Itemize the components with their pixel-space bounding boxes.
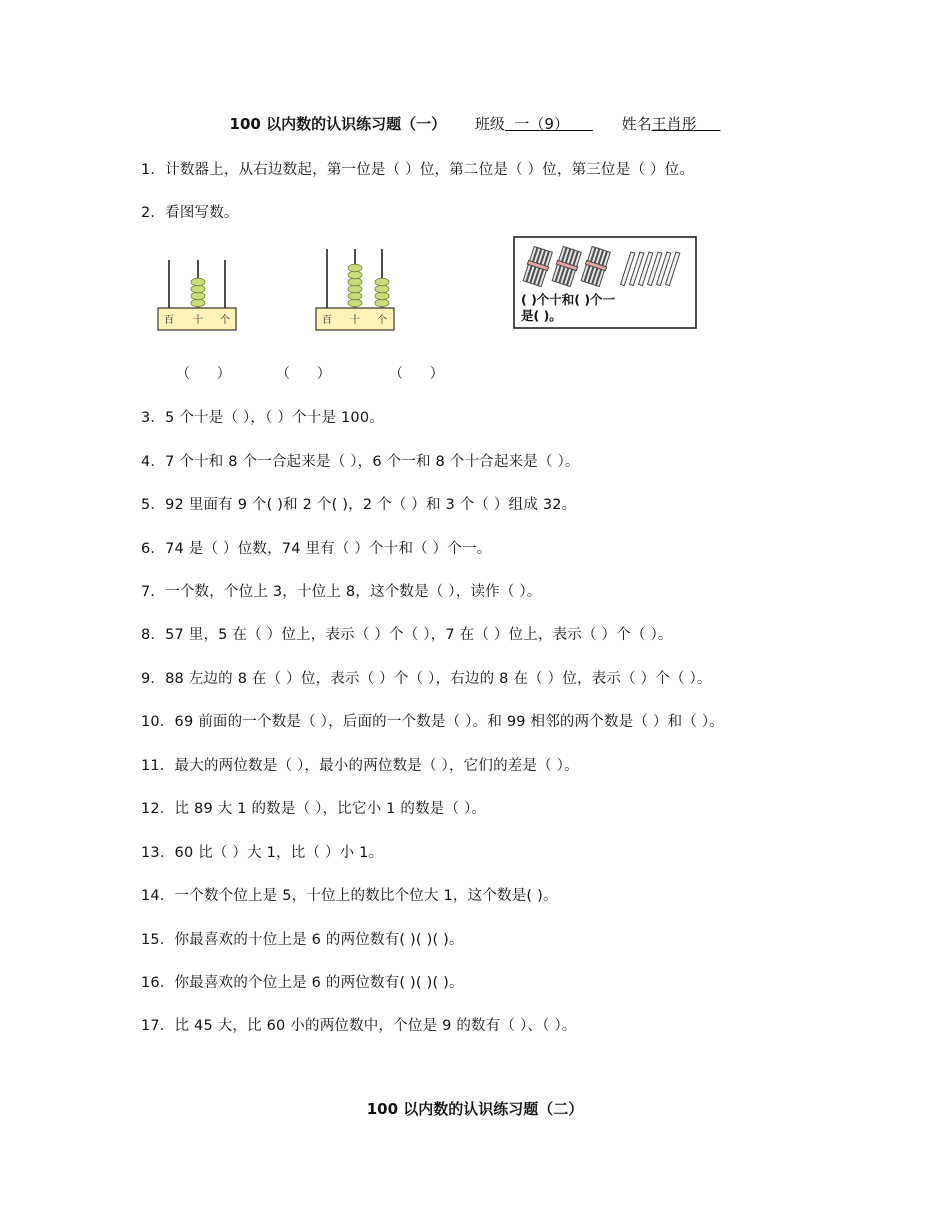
abacus-2-label-tens: 十 bbox=[350, 315, 360, 326]
question-10: 10．69 前面的一个数是（ ），后面的一个数是（ ）。和 99 相邻的两个数是（ ）和（ ）。 bbox=[141, 714, 724, 730]
section-2-title: 100 以内数的认识练习题（二） bbox=[366, 1100, 584, 1118]
abacus-1-label-hundreds: 百 bbox=[164, 315, 174, 326]
question-6: 6．74 是（ ）位数，74 里有（ ）个十和（ ）个一。 bbox=[141, 541, 492, 557]
question-9: 9．88 左边的 8 在（ ）位，表示（ ）个（ ），右边的 8 在（ ）位，表示（ ）个（ ）。 bbox=[141, 671, 712, 687]
question-2: 2．看图写数。 bbox=[141, 205, 239, 221]
stick-bundles-figure bbox=[513, 236, 697, 329]
abacus-2-tens-beads bbox=[348, 264, 362, 307]
question-17: 17．比 45 大，比 60 小的两位数中，个位是 9 的数有（ ）、（ ）。 bbox=[141, 1018, 577, 1034]
question-16: 16．你最喜欢的个位上是 6 的两位数有( )( )( )。 bbox=[141, 975, 464, 991]
abacus-2-ones-beads bbox=[375, 278, 389, 307]
question-1: 1．计数器上，从右边数起，第一位是（ ）位，第二位是（ ）位，第三位是（ ）位。 bbox=[141, 162, 695, 178]
abacus-2-label-hundreds: 百 bbox=[322, 315, 332, 326]
name-value: 王肖彤 bbox=[651, 115, 697, 133]
name-label: 姓名 bbox=[621, 115, 652, 133]
class-label: 班级 bbox=[474, 115, 505, 133]
question-14: 14．一个数个位上是 5，十位上的数比个位大 1，这个数是( )。 bbox=[141, 888, 558, 904]
abacus-1-label-ones: 个 bbox=[220, 315, 230, 326]
ten-stick-bundles bbox=[522, 246, 611, 287]
question-13: 13．60 比（ ）大 1，比（ ）小 1。 bbox=[141, 845, 384, 861]
answer-blank-abacus-2: （ ） bbox=[276, 366, 331, 382]
question-5: 5．92 里面有 9 个( )和 2 个( )，2 个（ ）和 3 个（ ）组成 32。 bbox=[141, 497, 577, 513]
page-title: 100 以内数的认识练习题（一） bbox=[229, 115, 447, 133]
question-3: 3．5 个十是（ ），（ ）个十是 100。 bbox=[141, 410, 384, 426]
header-row bbox=[0, 113, 950, 134]
question-7: 7．一个数，个位上 3，十位上 8，这个数是（ ），读作（ ）。 bbox=[141, 584, 542, 600]
answer-blank-bundles: （ ） bbox=[389, 366, 444, 382]
answer-blank-abacus-1: （ ） bbox=[176, 366, 231, 382]
question-4: 4．7 个十和 8 个一合起来是（ ），6 个一和 8 个十合起来是（ ）。 bbox=[141, 454, 580, 470]
question-11: 11．最大的两位数是（ ），最小的两位数是（ ），它们的差是（ ）。 bbox=[141, 758, 579, 774]
abacus-1-figure bbox=[157, 256, 239, 332]
abacus-1-tens-beads bbox=[191, 278, 205, 307]
question-8: 8．57 里，5 在（ ）位上，表示（ ）个（ ），7 在（ ）位上，表示（ ）个（ ）。 bbox=[141, 627, 673, 643]
abacus-1-label-tens: 十 bbox=[193, 315, 203, 326]
abacus-2-figure bbox=[315, 245, 397, 332]
question-12: 12．比 89 大 1 的数是（ ），比它小 1 的数是（ ）。 bbox=[141, 801, 487, 817]
bundle-box-line-2: 是( )。 bbox=[521, 308, 562, 323]
bundle-box-line-1: ( )个十和( )个一 bbox=[521, 292, 616, 307]
question-15: 15．你最喜欢的十位上是 6 的两位数有( )( )( )。 bbox=[141, 932, 464, 948]
abacus-2-label-ones: 个 bbox=[377, 315, 387, 326]
class-value: 一（9） bbox=[514, 115, 569, 133]
